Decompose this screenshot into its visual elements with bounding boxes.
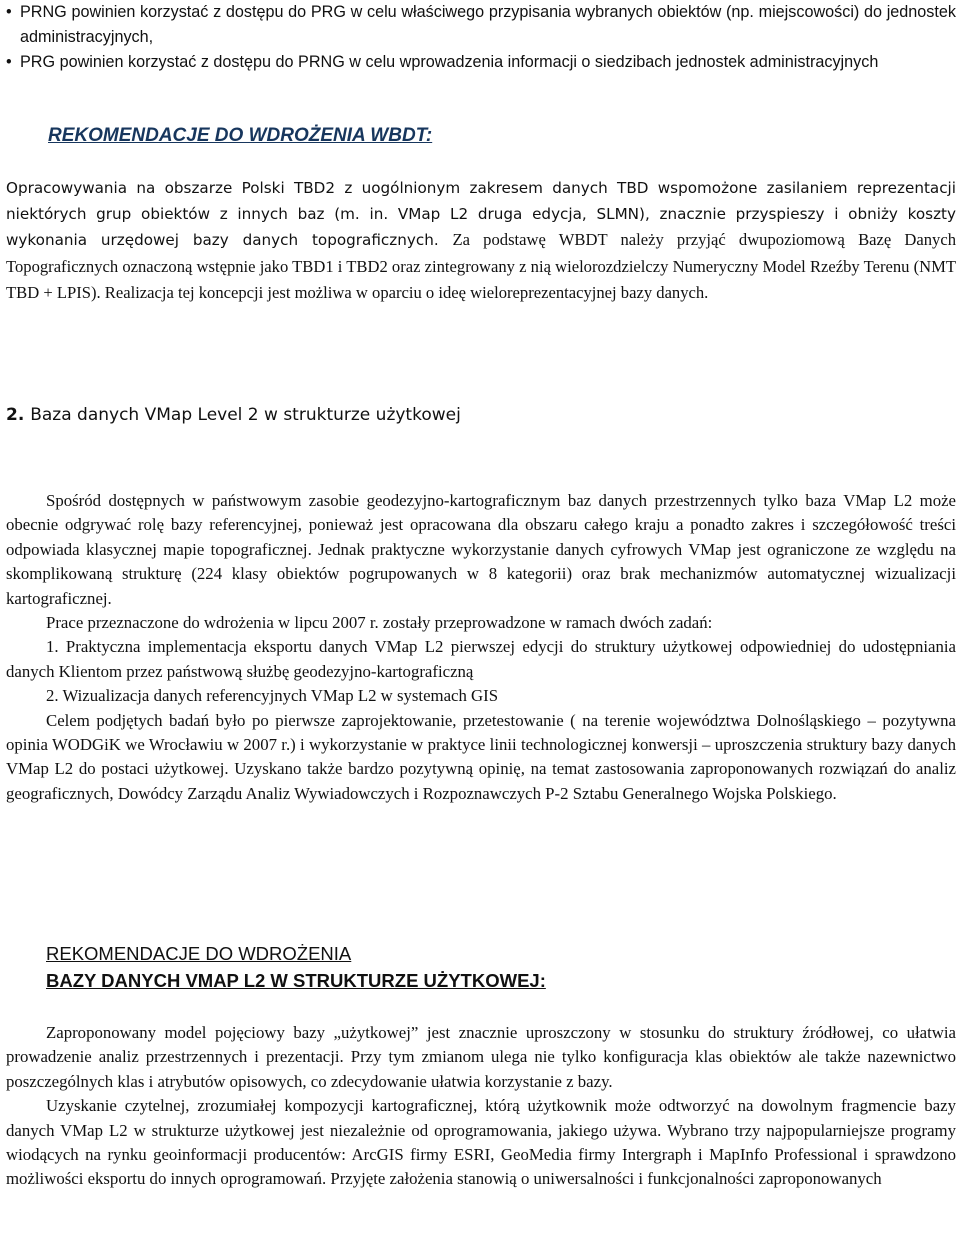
body-paragraph: Zaproponowany model pojęciowy bazy „użytkowej” jest znacznie uproszczony w stosunku do struktury źródłowej, co ułatwia prowadzenie analiz przestrzennych i prezentacji. Przy tym zmianom ulega nie tylko konfiguracja klas obiektów ale także nazewnictwo poszczególnych klas i atrybutów opisowych, co zdecydowanie ułatwia korzystanie z bazy. (6, 1023, 956, 1091)
section-number: 2. (6, 405, 25, 425)
body-paragraph: Spośród dostępnych w państwowym zasobie geodezyjno-kartograficznym baz danych przestrzennych tylko baza VMap L2 może obecnie odgrywać rolę bazy referencyjnej, ponieważ jest opracowana dla obszaru całego kraju a ponadto zakres i szczegółowość treści odpowiada klasycznej mapie topograficznej. Jednak praktyczne wykorzystanie danych cyfrowych VMap jest ograniczone ze względu na skomplikowaną strukturę (224 klasy obiektów pogrupowanych w 8 kategorii) oraz brak mechanizmów automatycznej wizualizacji kartograficznej. (6, 491, 956, 608)
body-paragraph: Celem podjętych badań było po pierwsze zaprojektowanie, przetestowanie ( na terenie województwa Dolnośląskiego – pozytywna opinia WODGiK we Wrocławiu w 2007 r.) i wykorzystanie w praktyce linii technologicznej konwersji – uproszczenia struktury bazy danych VMap L2 do postaci użytkowej. Uzyskano także bardzo pozytywną opinię, na temat zastosowania zaproponowanych rozwiązań do analiz geograficznych, Dowódcy Zarządu Analiz Wywiadowczych i Rozpoznawczych P-2 Sztabu Generalnego Wojska Polskiego. (6, 710, 956, 803)
bullet-dot-icon: • (6, 3, 12, 21)
document-page (6, 0, 957, 1189)
recommendations-body (6, 1021, 956, 1192)
recommendations-heading-2 (46, 940, 546, 994)
body-paragraph: Uzyskanie czytelnej, zrozumiałej kompozycji kartograficznej, którą użytkownik może odtworzyć na dowolnym fragmencie bazy danych VMap L2 w strukturze użytkowej jest niezależnie od oprogramowania, jakiego używa. Wybrano trzy najpopularniejsze programy wiodących na rynku geoinformacji producentów: ArcGIS firmy ESRI, GeoMedia firmy Intergraph i MapInfo Professional i sprawdzono możliwości eksportu do innych oprogramowań. Przyjęte założenia stanowią o uniwersalności i funkcjonalności zaproponowanych (6, 1096, 956, 1189)
section-body (6, 489, 956, 806)
recommendations-heading: REKOMENDACJE DO WDROŻENIA WBDT: (48, 125, 433, 146)
bullet-dot-icon: • (6, 53, 12, 71)
paragraph-part-b: Za podstawę WBDT należy przyjąć dwupoziomową Bazę Danych Topograficznych oznaczoną wstępnie jako TBD1 i TBD2 oraz zintegrowany z nią wielorozdzielczy Numeryczny Model Rzeźby Terenu (NMT TBD + LPIS). Realizacja tej koncepcji jest możliwa w oparciu o ideę wieloreprezentacyjnej bazy danych. (6, 230, 957, 302)
heading-line-2: BAZY DANYCH VMAP L2 W STRUKTURZE UŻYTKOWEJ: (46, 970, 546, 991)
list-item (6, 0, 956, 50)
list-item (6, 50, 956, 75)
body-paragraph: Prace przeznaczone do wdrożenia w lipcu 2007 r. zostały przeprowadzone w ramach dwóch zadań: (46, 613, 713, 633)
body-paragraph: 2. Wizualizacja danych referencyjnych VMap L2 w systemach GIS (46, 686, 499, 706)
bullet-text: PRG powinien korzystać z dostępu do PRNG w celu wprowadzenia informacji o siedzibach jednostek administracyjnych (20, 53, 879, 71)
bullet-list (6, 0, 956, 75)
section-title: Baza danych VMap Level 2 w strukturze użytkowej (30, 405, 461, 425)
heading-line-1: REKOMENDACJE DO WDROŻENIA (46, 943, 352, 964)
paragraph-part-a: Opracowywania na obszarze Polski TBD2 z uogólnionym zakresem danych TBD wspomożone zasilaniem reprezentacji niektórych grup obiektów z innych baz (m. in. VMap L2 druga edycja, SLMN), znacznie przyspieszy i obniży koszty wykonania urzędowej bazy danych topograficznych. (6, 179, 956, 250)
recommendations-paragraph (6, 175, 956, 306)
section-heading (6, 403, 461, 427)
bullet-text: PRNG powinien korzystać z dostępu do PRG w celu właściwego przypisania wybranych obiektów (np. miejscowości) do jednostek administracyjnych, (20, 3, 956, 46)
body-paragraph: 1. Praktyczna implementacja eksportu danych VMap L2 pierwszej edycji do struktury użytkowej odpowiedniej do udostępniania danych Klientom przez państwową służbę geodezyjno-kartograficzną (6, 637, 956, 681)
